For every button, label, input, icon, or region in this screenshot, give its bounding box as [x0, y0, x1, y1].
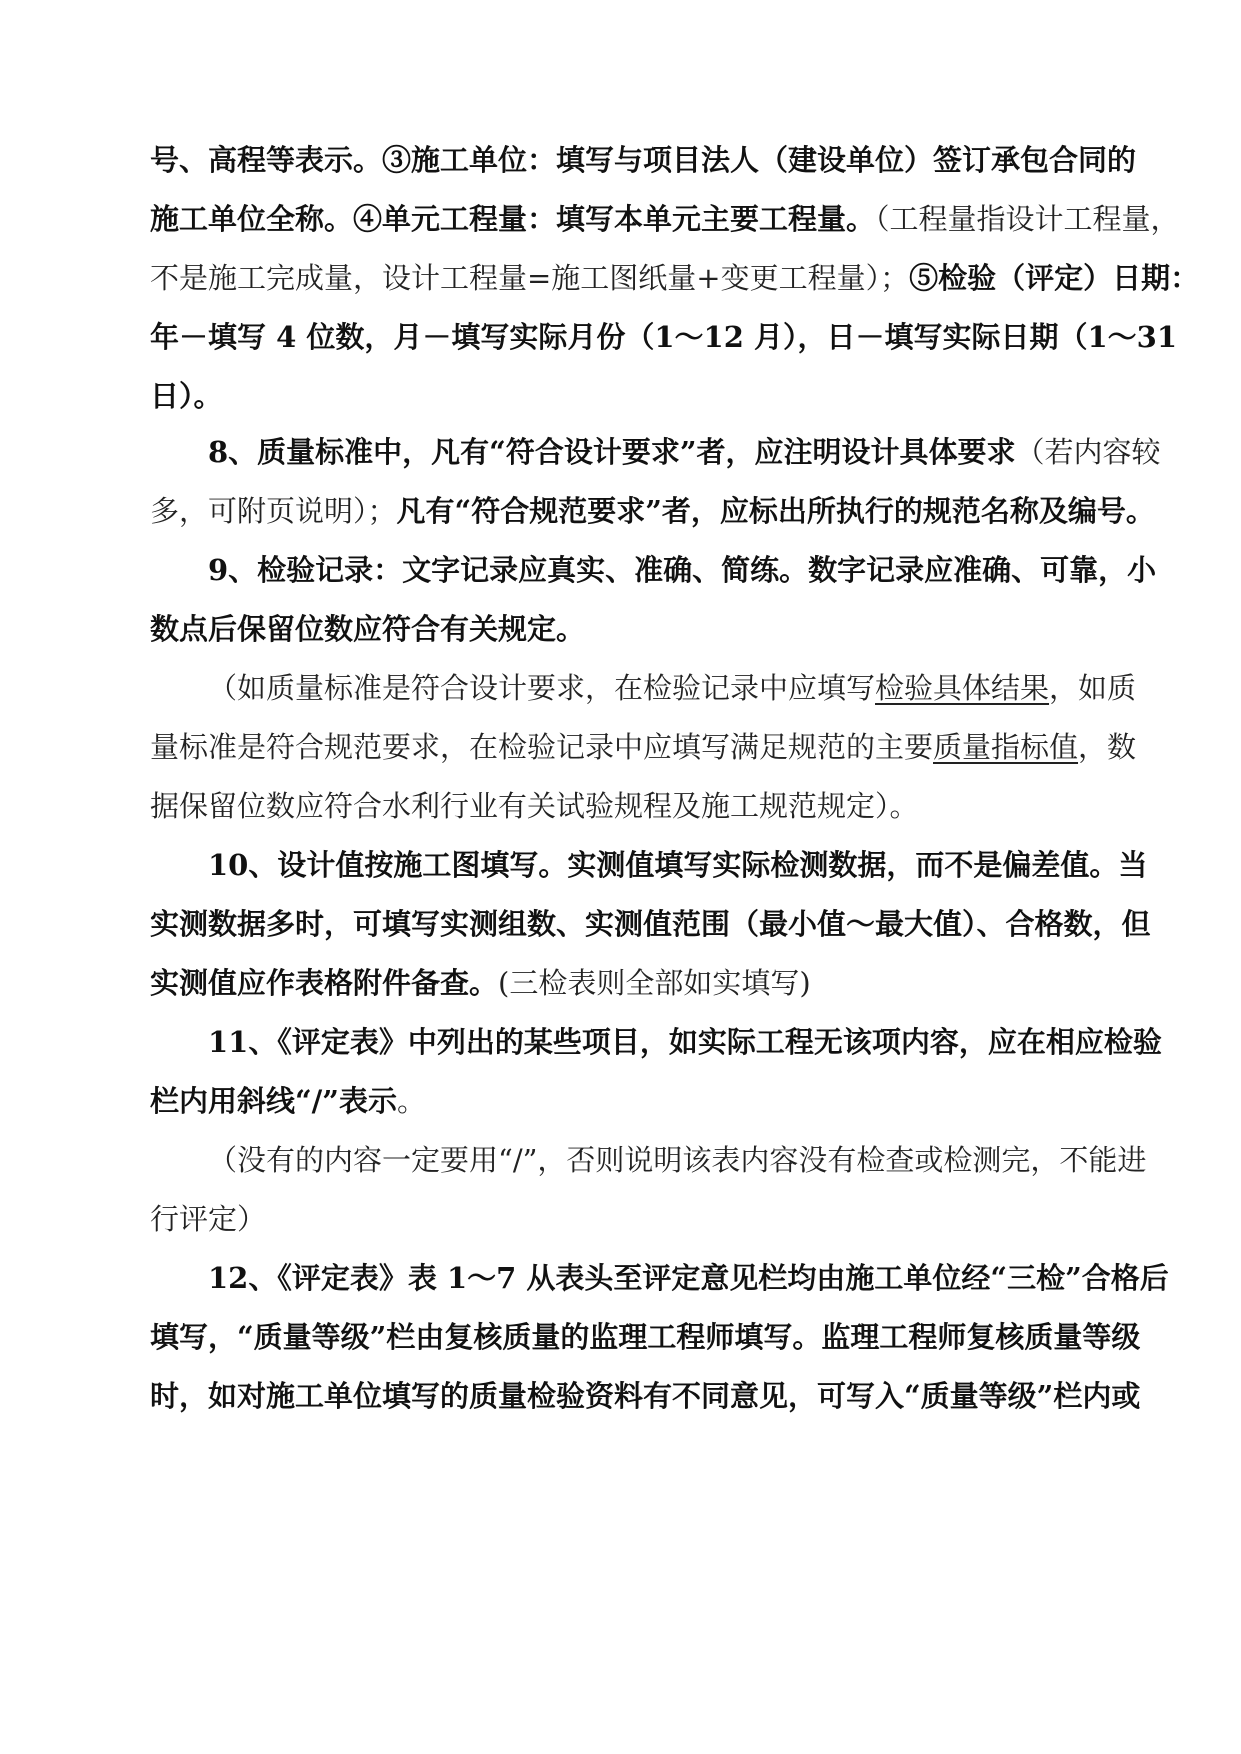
text-line	[150, 1199, 1143, 1239]
text-line	[208, 1140, 1201, 1180]
text-line	[150, 1376, 1143, 1416]
line-note: 量标准是符合规范要求，在检验记录中应填写满足规范的主要	[150, 730, 934, 764]
text-line	[150, 1317, 1143, 1357]
text-line	[150, 140, 1143, 180]
line-text: 9、检验记录：文字记录应真实、准确、简练。数字记录应准确、可靠，小	[208, 553, 1157, 587]
line-note: （没有的内容一定要用“/”，否则说明该表内容没有检查或检测完，不能进	[208, 1143, 1147, 1177]
line-text: 8、质量标准中，凡有“符合设计要求”者，应注明设计具体要求	[208, 435, 1016, 469]
line-note: ，如质	[1049, 671, 1137, 705]
text-line	[150, 963, 1143, 1003]
line-note: 多，可附页说明）；	[150, 494, 397, 528]
line-text: 数点后保留位数应符合有关规定。	[150, 612, 586, 646]
line-text: 实测数据多时，可填写实测组数、实测值范围（最小值～最大值）、合格数，但	[150, 907, 1151, 941]
line-text: 12、《评定表》表 1～7 从表头至评定意见栏均由施工单位经“三检”合格后	[208, 1261, 1169, 1295]
line-text: 栏内用斜线“/”表示	[150, 1084, 397, 1118]
text-line	[150, 491, 1155, 531]
text-line	[208, 432, 1201, 472]
line-note: （如质量标准是符合设计要求，在检验记录中应填写	[208, 671, 876, 705]
text-line	[150, 904, 1151, 944]
text-line	[208, 1258, 1201, 1298]
line-note: 据保留位数应符合水利行业有关试验规程及施工规范规定）。	[150, 789, 919, 823]
line-text: 11、《评定表》中列出的某些项目，如实际工程无该项内容，应在相应检验	[208, 1025, 1162, 1059]
line-text: 施工单位全称。④单元工程量：填写本单元主要工程量。	[150, 202, 876, 236]
text-line	[208, 668, 1201, 708]
line-text: 时，如对施工单位填写的质量检验资料有不同意见，可写入“质量等级”栏内或	[150, 1379, 1141, 1413]
line-note: (三检表则全部如实填写)	[498, 966, 811, 1000]
line-text: ⑤检验（评定）日期：	[909, 261, 1200, 295]
line-text: 10、设计值按施工图填写。实测值填写实际检测数据，而不是偏差值。当	[208, 848, 1148, 882]
line-note: （工程量指设计工程量，	[875, 202, 1180, 236]
underlined-term: 质量指标值	[933, 730, 1079, 764]
text-line	[150, 786, 1143, 826]
text-line	[150, 609, 1143, 649]
line-note: 。	[396, 1084, 426, 1118]
text-line	[208, 845, 1201, 885]
underlined-term: 检验具体结果	[875, 671, 1050, 705]
text-line	[150, 258, 1200, 298]
text-line	[150, 727, 1143, 767]
line-text: 日）。	[150, 379, 223, 413]
text-line	[208, 550, 1201, 590]
line-note: 行评定）	[150, 1202, 267, 1236]
line-text: 实测值应作表格附件备查。	[150, 966, 499, 1000]
text-line	[150, 376, 1143, 416]
text-line	[150, 1081, 1143, 1121]
text-line	[150, 317, 1178, 357]
line-text: 凡有“符合规范要求”者，应标出所执行的规范名称及编号。	[396, 494, 1155, 528]
line-note: 不是施工完成量，设计工程量=施工图纸量+变更工程量）；	[150, 261, 910, 295]
text-line	[208, 1022, 1201, 1062]
line-text: 填写，“质量等级”栏由复核质量的监理工程师填写。监理工程师复核质量等级	[150, 1320, 1141, 1354]
line-note: （若内容较	[1015, 435, 1161, 469]
line-note: ，数	[1078, 730, 1137, 764]
line-text: 年－填写 4 位数，月－填写实际月份（1～12 月），日－填写实际日期（1～31	[150, 320, 1178, 354]
text-line	[150, 199, 1180, 239]
line-text: 号、高程等表示。③施工单位：填写与项目法人（建设单位）签订承包合同的	[150, 143, 1137, 177]
